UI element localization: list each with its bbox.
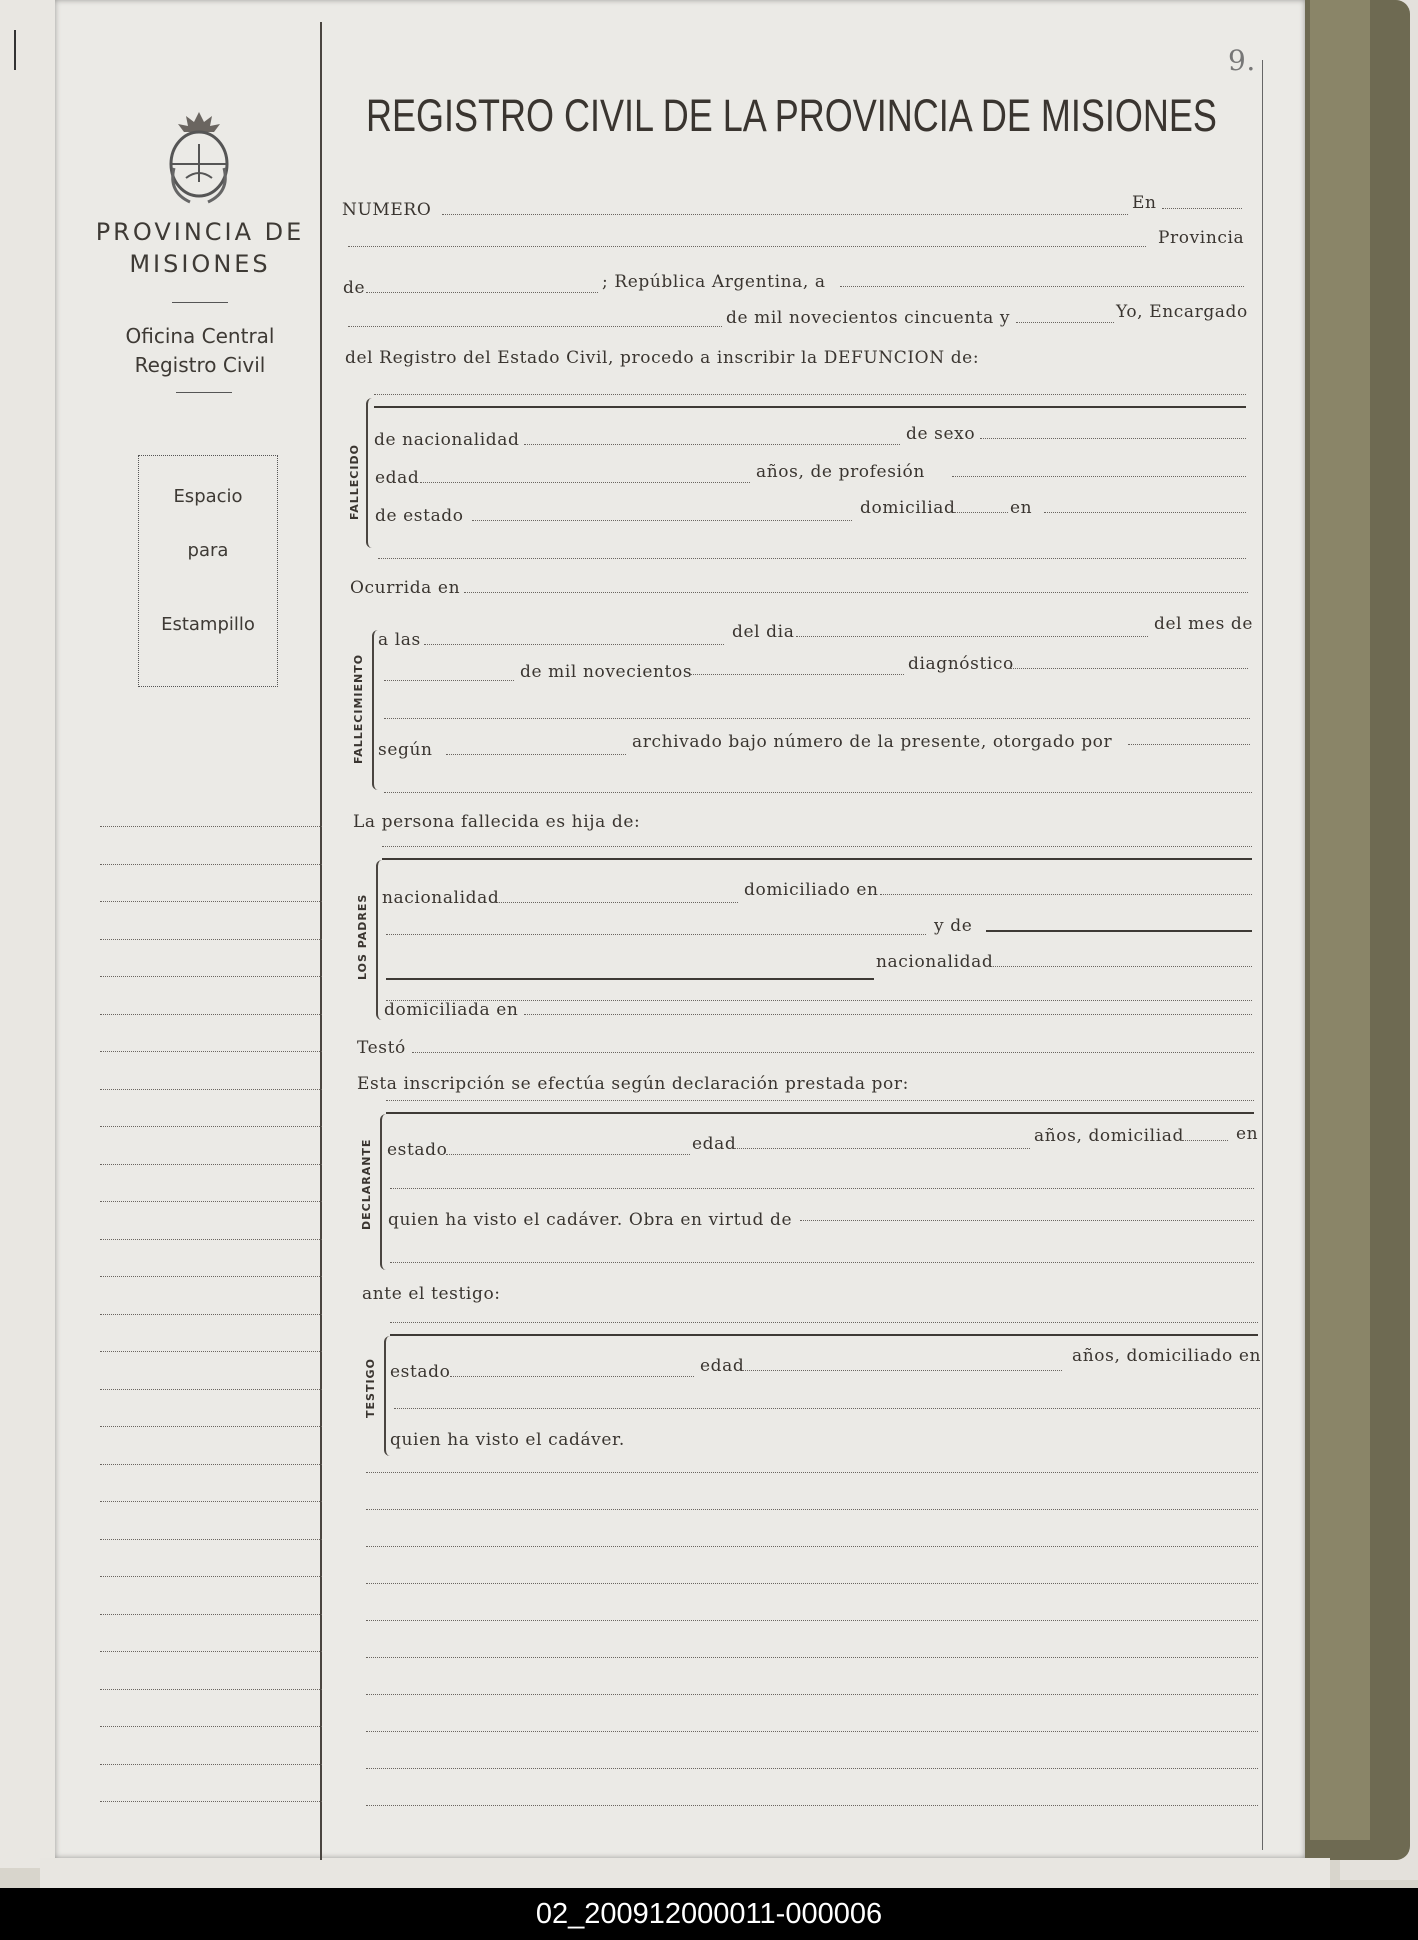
de-mil-label: de mil novecientos cincuenta y — [726, 308, 1011, 328]
declarante-section-label: DECLARANTE — [360, 1138, 373, 1230]
notes-line[interactable] — [366, 1768, 1258, 1769]
domicilio-padre-field-2[interactable] — [386, 934, 926, 935]
notes-line[interactable] — [366, 1583, 1258, 1584]
fallecido-name-dotted — [374, 394, 1246, 395]
left-page-edge — [0, 0, 58, 1868]
padres-brace — [376, 860, 386, 1020]
stamp-box-text: Espacio — [173, 486, 243, 507]
testigo-name-dotted — [390, 1322, 1258, 1323]
sidebar-line[interactable] — [100, 1089, 322, 1090]
sexo-field[interactable] — [980, 438, 1246, 439]
stamp-box-text: para — [187, 540, 229, 561]
edad-field[interactable] — [420, 482, 750, 483]
estado-label: de estado — [375, 506, 464, 526]
numero-field[interactable] — [442, 214, 1128, 215]
date-field[interactable] — [840, 286, 1244, 287]
sidebar-line[interactable] — [100, 1726, 322, 1727]
testigo-edad-label: edad — [700, 1356, 745, 1376]
declarante-domicilio-suffix-field[interactable] — [1180, 1140, 1228, 1141]
declarante-domicilio-field[interactable] — [390, 1188, 1254, 1189]
sidebar-line[interactable] — [100, 1126, 322, 1127]
yo-encargado-label: Yo, Encargado — [1116, 302, 1248, 322]
de-field[interactable] — [366, 292, 598, 293]
domiciliad-suffix-field[interactable] — [954, 512, 1008, 513]
sidebar-line[interactable] — [100, 864, 322, 865]
profesion-label: años, de profesión — [756, 462, 925, 482]
sidebar-line[interactable] — [100, 1051, 322, 1052]
declarante-name-field[interactable] — [386, 1112, 1254, 1114]
testigo-estado-field[interactable] — [450, 1376, 694, 1377]
sidebar-line[interactable] — [100, 1389, 322, 1390]
numero-label: NUMERO — [342, 200, 432, 220]
obra-en-virtud-field-2[interactable] — [390, 1262, 1254, 1263]
sidebar-line[interactable] — [100, 1314, 322, 1315]
del-dia-label: del dia — [732, 622, 795, 642]
declarante-en-label: en — [1236, 1124, 1259, 1144]
sidebar-line[interactable] — [100, 826, 322, 827]
declarante-estado-field[interactable] — [446, 1154, 690, 1155]
en-label: En — [1132, 193, 1157, 213]
sidebar-line[interactable] — [100, 939, 322, 940]
province-name-line1: PROVINCIA DE — [95, 218, 305, 246]
diagnostico-field[interactable] — [1010, 668, 1248, 669]
sidebar-line[interactable] — [100, 1501, 322, 1502]
mes-field[interactable] — [384, 680, 514, 681]
nacionalidad-madre-label: nacionalidad — [876, 952, 994, 972]
hija-de-label: La persona fallecida es hija de: — [353, 812, 641, 832]
sidebar-line[interactable] — [100, 1239, 322, 1240]
testo-label: Testó — [357, 1038, 406, 1058]
del-mes-label: del mes de — [1154, 614, 1254, 634]
notes-line[interactable] — [366, 1805, 1258, 1806]
testigo-edad-field[interactable] — [742, 1370, 1062, 1371]
notes-line[interactable] — [366, 1509, 1258, 1510]
page-number: 9. — [1228, 44, 1256, 77]
sidebar-line[interactable] — [100, 1614, 322, 1615]
ocurrida-field[interactable] — [464, 592, 1248, 593]
diagnostico-field-2[interactable] — [384, 718, 1250, 719]
ocurrida-label: Ocurrida en — [350, 578, 461, 598]
profesion-field[interactable] — [952, 476, 1246, 477]
domicilio-padre-field[interactable] — [880, 894, 1252, 895]
esta-inscripcion-text: Esta inscripción se efectúa según declaración prestada por: — [357, 1074, 909, 1094]
republica-label: ; República Argentina, a — [602, 272, 826, 292]
notes-line[interactable] — [366, 1731, 1258, 1732]
hora-field[interactable] — [424, 644, 724, 645]
fallecido-section-label: FALLECIDO — [348, 444, 361, 520]
madre-name-field-2[interactable] — [386, 978, 874, 980]
page-bottom-edge — [40, 1858, 1330, 1888]
sidebar-line[interactable] — [100, 901, 322, 902]
declarante-edad-label: edad — [692, 1134, 737, 1154]
domiciliado-en-label: domiciliado en — [744, 880, 879, 900]
nacionalidad-padre-field[interactable] — [494, 902, 738, 903]
fallecimiento-section-label: FALLECIMIENTO — [352, 653, 365, 764]
de-mil-label: de mil novecientos — [520, 662, 693, 682]
declarante-edad-field[interactable] — [734, 1148, 1030, 1149]
sidebar-line[interactable] — [100, 1651, 322, 1652]
notes-line[interactable] — [366, 1546, 1258, 1547]
ante-testigo-label: ante el testigo: — [362, 1284, 501, 1304]
location-field[interactable] — [348, 246, 1146, 247]
sidebar-line[interactable] — [100, 1351, 322, 1352]
del-registro-text: del Registro del Estado Civil, procedo a inscribir la DEFUNCION de: — [345, 348, 980, 368]
left-page-mark — [14, 30, 16, 70]
province-name-line2: MISIONES — [129, 250, 271, 278]
domicilio-field-2[interactable] — [378, 558, 1246, 559]
sidebar-separator — [176, 392, 232, 393]
testigo-section-label: TESTIGO — [364, 1358, 377, 1418]
declarante-quien-text: quien ha visto el cadáver. Obra en virtud de — [388, 1210, 793, 1230]
nacionalidad-field[interactable] — [524, 444, 900, 445]
y-de-label: y de — [934, 916, 973, 936]
padre-name-dotted — [382, 846, 1252, 847]
notes-line[interactable] — [366, 1472, 1258, 1473]
sidebar-line[interactable] — [100, 1689, 322, 1690]
sexo-label: de sexo — [906, 424, 976, 444]
segun-field[interactable] — [446, 754, 626, 755]
en-label: en — [1010, 498, 1033, 518]
sidebar-line[interactable] — [100, 1201, 322, 1202]
testo-field[interactable] — [412, 1052, 1254, 1053]
diagnostico-label: diagnóstico — [908, 654, 1014, 674]
nacionalidad-madre-field[interactable] — [986, 966, 1252, 967]
de-label: de — [343, 278, 366, 298]
provincia-label: Provincia — [1158, 228, 1245, 248]
sidebar-line[interactable] — [100, 1014, 322, 1015]
a-las-label: a las — [378, 630, 421, 650]
archivado-text: archivado bajo número de la presente, otorgado por — [632, 732, 1113, 752]
sidebar-line[interactable] — [100, 1426, 322, 1427]
image-caption: 02_200912000011-000006 — [535, 1898, 883, 1930]
padres-section-label: LOS PADRES — [356, 893, 369, 980]
declarante-brace — [380, 1114, 390, 1270]
notes-line[interactable] — [366, 1657, 1258, 1658]
sidebar-line[interactable] — [100, 1576, 322, 1577]
testigo-domicilio-field[interactable] — [394, 1408, 1260, 1409]
nacionalidad-label: de nacionalidad — [374, 430, 520, 450]
domicilio-field[interactable] — [1044, 512, 1246, 513]
domiciliada-en-label: domiciliada en — [384, 1000, 519, 1020]
testigo-estado-label: estado — [390, 1362, 451, 1382]
declarante-anos-label: años, domiciliad — [1034, 1126, 1184, 1146]
madre-name-field[interactable] — [986, 930, 1252, 932]
testigo-name-field[interactable] — [390, 1334, 1258, 1336]
anio-field[interactable] — [690, 674, 904, 675]
notes-line[interactable] — [366, 1694, 1258, 1695]
estado-field[interactable] — [472, 520, 852, 521]
testigo-quien-text: quien ha visto el cadáver. — [390, 1430, 625, 1450]
right-margin-line — [1262, 60, 1263, 1850]
sidebar-line[interactable] — [100, 1164, 322, 1165]
padre-name-field[interactable] — [382, 858, 1252, 860]
notes-line[interactable] — [366, 1620, 1258, 1621]
stamp-box-text: Estampillo — [161, 614, 255, 635]
year-field[interactable] — [1016, 322, 1114, 323]
declarante-estado-label: estado — [387, 1140, 448, 1160]
form-title: REGISTRO CIVIL DE LA PROVINCIA DE MISIONES — [366, 90, 1217, 141]
coat-of-arms-emblem — [160, 108, 238, 208]
fallecido-name-field[interactable] — [374, 406, 1246, 408]
dia-field[interactable] — [796, 636, 1148, 637]
testigo-anos-label: años, domiciliado en — [1072, 1346, 1262, 1366]
sidebar-line[interactable] — [100, 976, 322, 977]
en-field[interactable] — [1162, 208, 1242, 209]
book-cover-edge — [1310, 0, 1370, 1840]
segun-label: según — [378, 740, 433, 760]
date-day-field[interactable] — [348, 326, 722, 327]
domiciliad-label: domiciliad — [860, 498, 956, 518]
domicilio-madre-field[interactable] — [524, 1014, 1252, 1015]
otorgado-field-2[interactable] — [384, 792, 1252, 793]
sidebar-line[interactable] — [100, 1464, 322, 1465]
declarante-name-dotted — [386, 1100, 1254, 1101]
otorgado-field[interactable] — [1128, 744, 1250, 745]
fallecimiento-brace — [372, 630, 382, 790]
sidebar-line[interactable] — [100, 1276, 322, 1277]
office-line2: Registro Civil — [134, 353, 266, 377]
sidebar-divider — [320, 22, 322, 1860]
sidebar-line[interactable] — [100, 1764, 322, 1765]
sidebar-line[interactable] — [100, 1801, 322, 1802]
sidebar-line[interactable] — [100, 1539, 322, 1540]
edad-label: edad — [375, 468, 420, 488]
sidebar-separator — [172, 302, 228, 303]
office-line1: Oficina Central — [125, 324, 275, 348]
obra-en-virtud-field[interactable] — [800, 1220, 1254, 1221]
nacionalidad-padre-label: nacionalidad — [382, 888, 500, 908]
